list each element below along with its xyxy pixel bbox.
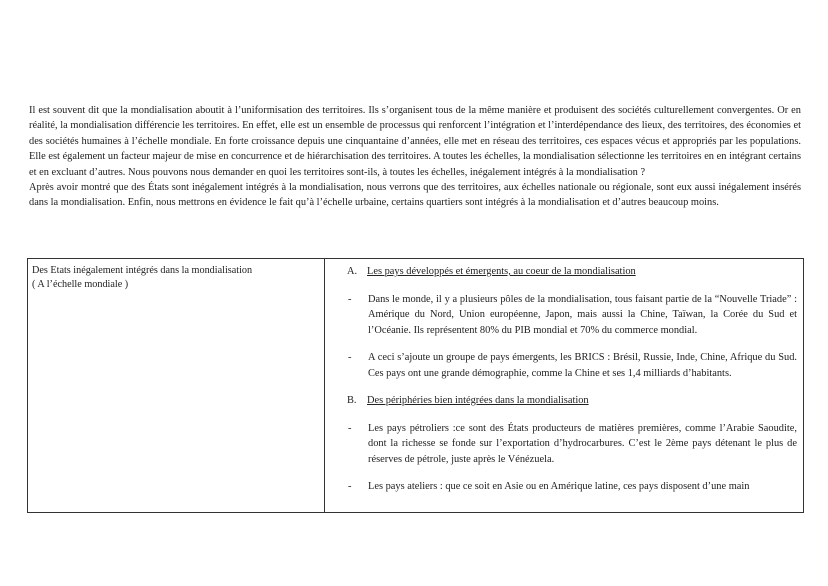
table-right-column (325, 259, 803, 512)
list-item (347, 421, 797, 468)
intro-paragraph-1: Il est souvent dit que la mondialisation aboutit à l’uniformisation des territoires. Ils s’organisent tous de la même manière et produisent des sociétés culturellement convergentes. Or en réalité, la mondialisation différencie les territoires. En effet, elle est un ensemble de processus qui renforcent l’intégration et l’interdépendance des lieux, des territoires, des économies et des sociétés humaines à l’échelle mondiale. En forte croissance depuis une cinquantaine d’années, elle met en réseau des territoires, ces espaces vécus et appropriés par les populations. Elle est également un facteur majeur de mise en concurrence et de hiérarchisation des territoires. A toutes les échelles, la mondialisation sélectionne les territoires en en intégrant certains et en excluant d’autres. Nous pouvons nous demander en quoi les territoires sont-ils, à toutes les échelles, inégalement intégrés à la mondialisation ? (29, 105, 801, 178)
list-item-text: Les pays ateliers : que ce soit en Asie ou en Amérique latine, ces pays disposent d’une main (368, 481, 750, 492)
bullet-dash: - (348, 293, 352, 305)
outline-table (27, 258, 804, 513)
intro-paragraph-2: Après avoir montré que des États sont inégalement intégrés à la mondialisation, nous verrons que des territoires, aux échelles nationale ou régionale, sont eux aussi inégalement insérés dans la mondialisation. Enfin, nous mettrons en évidence le fait qu’à l’échelle urbaine, certains quartiers sont intégrés à la mondialisation et d’autres beaucoup moins. (29, 182, 801, 209)
part-title: Des Etats inégalement intégrés dans la mondialisation (32, 265, 253, 276)
section-a-title: Les pays développés et émergents, au coeur de la mondialisation (367, 266, 636, 277)
list-item-text: Dans le monde, il y a plusieurs pôles de la mondialisation, tous faisant partie de la “Nouvelle Triade” : Amérique du Nord, Union européenne, Japon, mais aussi la Chine, Taïwan, la Corée du Sud et l’Océanie. Ils représentent 80% du PIB mondial et 70% du commerce mondial. (368, 293, 797, 336)
table-left-column (28, 259, 325, 512)
part-subtitle: ( A l’échelle mondiale ) (32, 279, 129, 290)
section-b-letter: B. (347, 395, 357, 406)
list-item (347, 479, 797, 495)
section-a-letter: A. (347, 266, 358, 277)
introduction (29, 103, 801, 211)
list-item-text: A ceci s’ajoute un groupe de pays émergents, les BRICS : Brésil, Russie, Inde, Chine, Afrique du Sud. Ces pays ont une grande démographie, comme la Chine et ses 1,4 milliards d’habitants. (368, 352, 797, 379)
list-item (347, 350, 797, 381)
bullet-dash: - (348, 352, 352, 363)
bullet-dash: - (348, 422, 352, 434)
section-b-heading (347, 393, 797, 409)
list-item (347, 292, 797, 339)
bullet-dash: - (348, 481, 352, 492)
list-item-text: Les pays pétroliers :ce sont des États producteurs de matières premières, comme l’Arabie Saoudite, dont la richesse se fonde sur l’exportation d’hydrocarbures. C’est le 2ème pays détenant le plus de réserves de pétrole, juste après le Vénézuela. (368, 422, 797, 465)
section-a-heading (347, 264, 797, 280)
section-b-title: Des périphéries bien intégrées dans la mondialisation (367, 395, 589, 406)
